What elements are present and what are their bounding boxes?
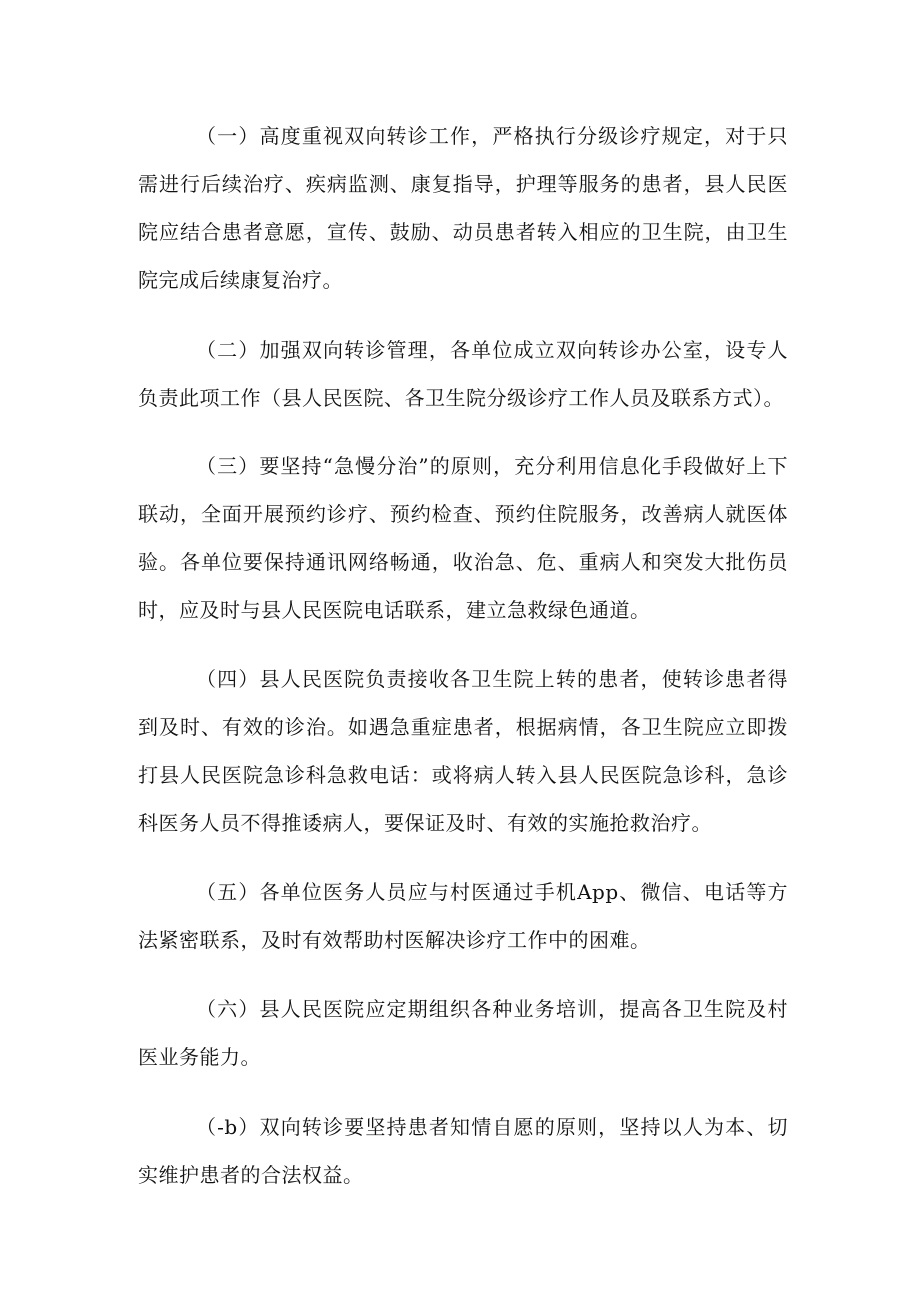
document-body xyxy=(138,112,788,1199)
paragraph-4: （四）县人民医院负责接收各卫生院上转的患者，使转诊患者得到及时、有效的诊治。如遇急重症患者，根据病情，各卫生院应立即拨打县人民医院急诊科急救电话：或将病人转入县人民医院急诊科，急诊科医务人员不得推诿病人，要保证及时、有效的实施抢救治疗。 xyxy=(138,667,788,835)
paragraph-2: （二）加强双向转诊管理，各单位成立双向转诊办公室，设专人负责此项工作（县人民医院、各卫生院分级诊疗工作人员及联系方式）。 xyxy=(138,338,788,410)
paragraph-3: （三）要坚持“急慢分治”的原则，充分利用信息化手段做好上下联动，全面开展预约诊疗、预约检查、预约住院服务，改善病人就医体验。各单位要保持通讯网络畅通，收治急、危、重病人和突发大批伤员时，应及时与县人民医院电话联系，建立急救绿色通道。 xyxy=(138,454,788,622)
paragraph-7: （-b）双向转诊要坚持患者知情自愿的原则，坚持以人为本、切实维护患者的合法权益。 xyxy=(138,1115,788,1187)
paragraph-1: （一）高度重视双向转诊工作，严格执行分级诊疗规定，对于只需进行后续治疗、疾病监测、康复指导，护理等服务的患者，县人民医院应结合患者意愿，宣传、鼓励、动员患者转入相应的卫生院，由卫生院完成后续康复治疗。 xyxy=(138,124,788,292)
paragraph-5: （五）各单位医务人员应与村医通过手机App、微信、电话等方法紧密联系，及时有效帮助村医解决诊疗工作中的困难。 xyxy=(138,880,788,952)
paragraph-6: （六）县人民医院应定期组织各种业务培训，提高各卫生院及村医业务能力。 xyxy=(138,997,788,1069)
